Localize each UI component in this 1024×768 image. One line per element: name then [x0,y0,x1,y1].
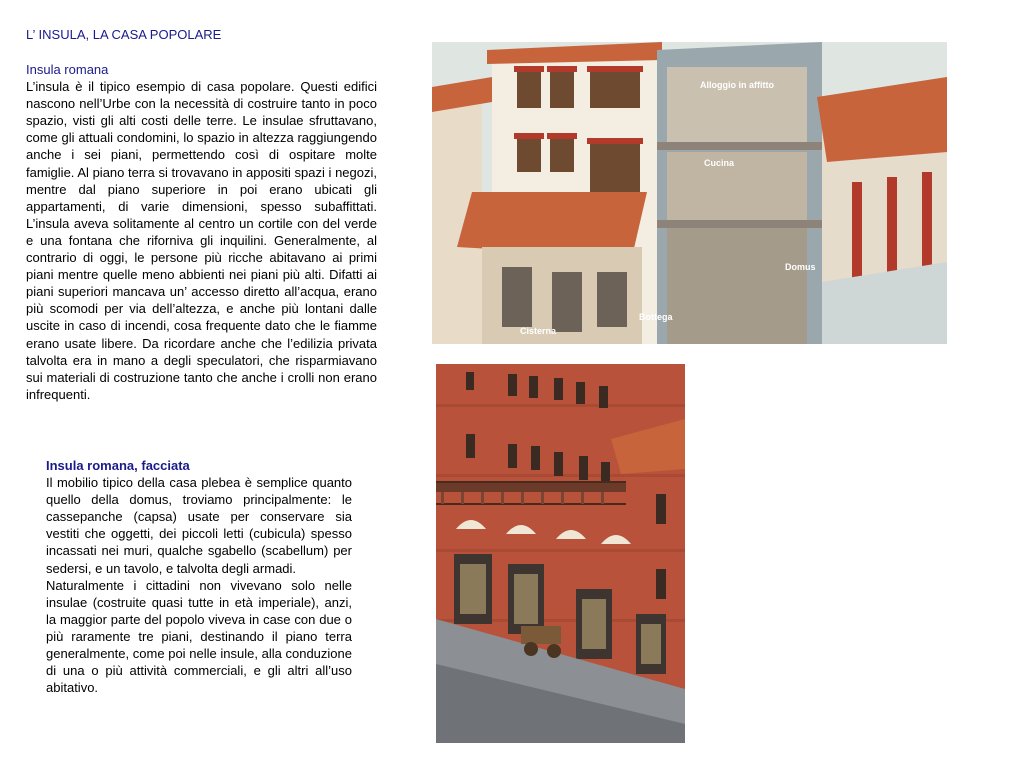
section-heading: Insula romana [26,62,109,77]
insula-cutaway-drawing [432,42,947,344]
label-cisterna: Cisterna [520,326,557,336]
section-paragraph: Il mobilio tipico della casa plebea è semplice quanto quello della domus, troviamo principalmente: le cassepanche (capsa) usate per conservare sia vestiti che oggetti, dei piccoli letti (cubicula) spesso incassati nei muri, qualche sgabello (scabellum) per sedersi, e un tavolo, e talvolta degli armadi. [46,475,352,576]
insula-facade-drawing [436,364,685,743]
label-bottega: Bottega [639,312,673,322]
section-paragraph: Naturalmente i cittadini non vivevano solo nelle insulae (costruite quasi tutte in età imperiale), anzi, la maggior parte del popolo viveva in case con due o più raramente tre piani, destinando il piano terra generalmente, come poi nelle insule, alla conduzione di una o più attività commerciali, e gli altri all’uso abitativo. [46,577,352,696]
label-domus: Domus [785,262,816,272]
insula-facciata-section [46,457,352,696]
label-cucina: Cucina [704,158,735,168]
section-heading: Insula romana, facciata [46,458,190,473]
section-body: L’insula è il tipico esempio di casa popolare. Questi edifici nascono nell’Urbe con la necessità di costruire tanto in poco spazio, visti gli alti costi delle terre. Le insulae sfruttavano, come gli attuali condomini, lo spazio in altezza raggiungendo anche i sei piani, permettendo così di ospitare molte famiglie. Al piano terra si trovavano in appositi spazi i negozi, mentre dal piano superiore in poi erano ubicati gli appartamenti, di varie dimensioni, spesso subaffittati. L’insula aveva solitamente al centro un cortile con del verde e una fontana che riforniva gli inquilini. Generalmente, al contrario di oggi, le persone più ricche abitavano ai primi piani mentre quelle meno abbienti nei piani più alti. Difatti ai piani superiori mancava un’ accesso diretto all’acqua, erano più scomodi per via dell’altezza, e anche più lontani dalle uscite in caso di incendi, cosa frequente dato che le fiamme erano usate libere. Da ricordare anche che l’edilizia privata talvolta era in mano a degli speculatori, che risparmiavano sui materiali di costruzione tanto che anche i crolli non erano infrequenti. [26,79,377,402]
insula-facade-illustration [436,364,685,743]
insula-cutaway-illustration [432,42,947,344]
insula-romana-section [26,61,377,403]
slide-title: L’ INSULA, LA CASA POPOLARE [26,27,222,42]
label-alloggio: Alloggio in affitto [700,80,774,90]
